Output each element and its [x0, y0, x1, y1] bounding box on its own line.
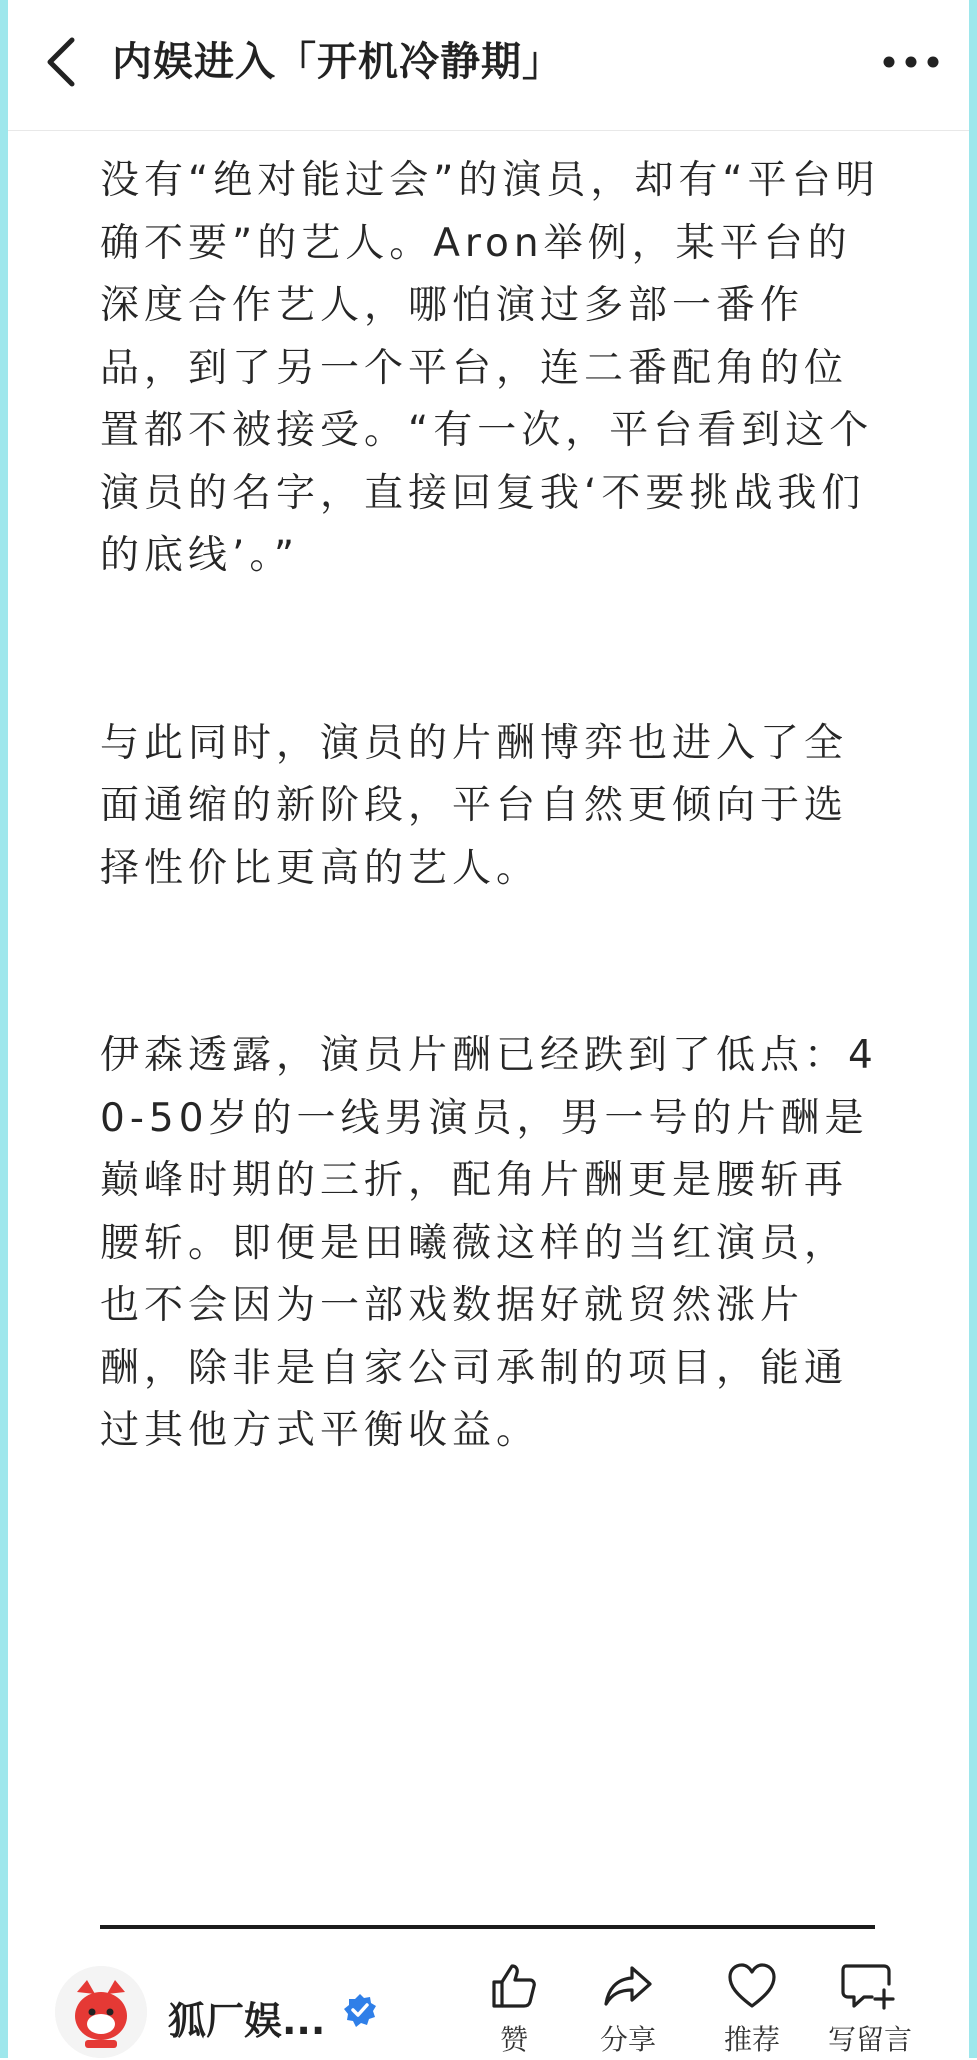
thumbs-up-icon: [488, 1960, 540, 2012]
author-name[interactable]: 狐厂娱...: [168, 1999, 326, 2043]
favorite-button[interactable]: [712, 1960, 792, 2060]
article-paragraph: 没有“绝对能过会”的演员，却有“平台明确不要”的艺人。Aron举例，某平台的深度合作艺人，哪怕演过多部一番作品，到了另一个平台，连二番配角的位置都不被接受。“有一次，平台看到这个演员的名字，直接回复我‘不要挑战我们的底线’。”: [100, 158, 880, 578]
article-paragraph: 伊森透露，演员片酬已经跌到了低点：40-50岁的一线男演员，男一号的片酬是巅峰时期的三折，配角片酬更是腰斩再腰斩。即便是田曦薇这样的当红演员，也不会因为一部戏数据好就贸然涨片酬，除非是自家公司承制的项目，能通过其他方式平衡收益。: [100, 1033, 878, 1453]
divider: [100, 1925, 875, 1929]
like-button[interactable]: [474, 1960, 554, 2060]
comment-label: 写留言: [828, 2023, 913, 2056]
bottom-bar: [8, 1932, 969, 2058]
page-title: 内娱进入「开机冷静期」: [112, 39, 563, 85]
back-button[interactable]: [34, 30, 94, 94]
more-button[interactable]: [875, 36, 947, 88]
screen-frame-left: [0, 0, 8, 2058]
share-arrow-icon: [602, 1960, 654, 2012]
share-button[interactable]: [588, 1960, 668, 2060]
comment-plus-icon: [840, 1960, 896, 2012]
like-label: 赞: [499, 2023, 528, 2056]
article-paragraph: 与此同时，演员的片酬博弈也进入了全面通缩的新阶段，平台自然更倾向于选择性价比更高的艺人。: [100, 720, 849, 891]
verified-badge-icon: [342, 1992, 378, 2028]
comment-button[interactable]: [828, 1960, 913, 2060]
screen-frame-right: [969, 0, 977, 2058]
top-bar: [8, 0, 969, 131]
heart-icon: [726, 1960, 778, 2012]
author-avatar[interactable]: [55, 1966, 147, 2058]
chevron-left-icon: [34, 30, 94, 94]
share-label: 分享: [599, 2023, 656, 2056]
more-dots-icon: [875, 36, 947, 88]
article-body: [100, 150, 880, 1463]
fox-logo-icon: [55, 1966, 147, 2058]
favorite-label: 推荐: [723, 2023, 780, 2056]
